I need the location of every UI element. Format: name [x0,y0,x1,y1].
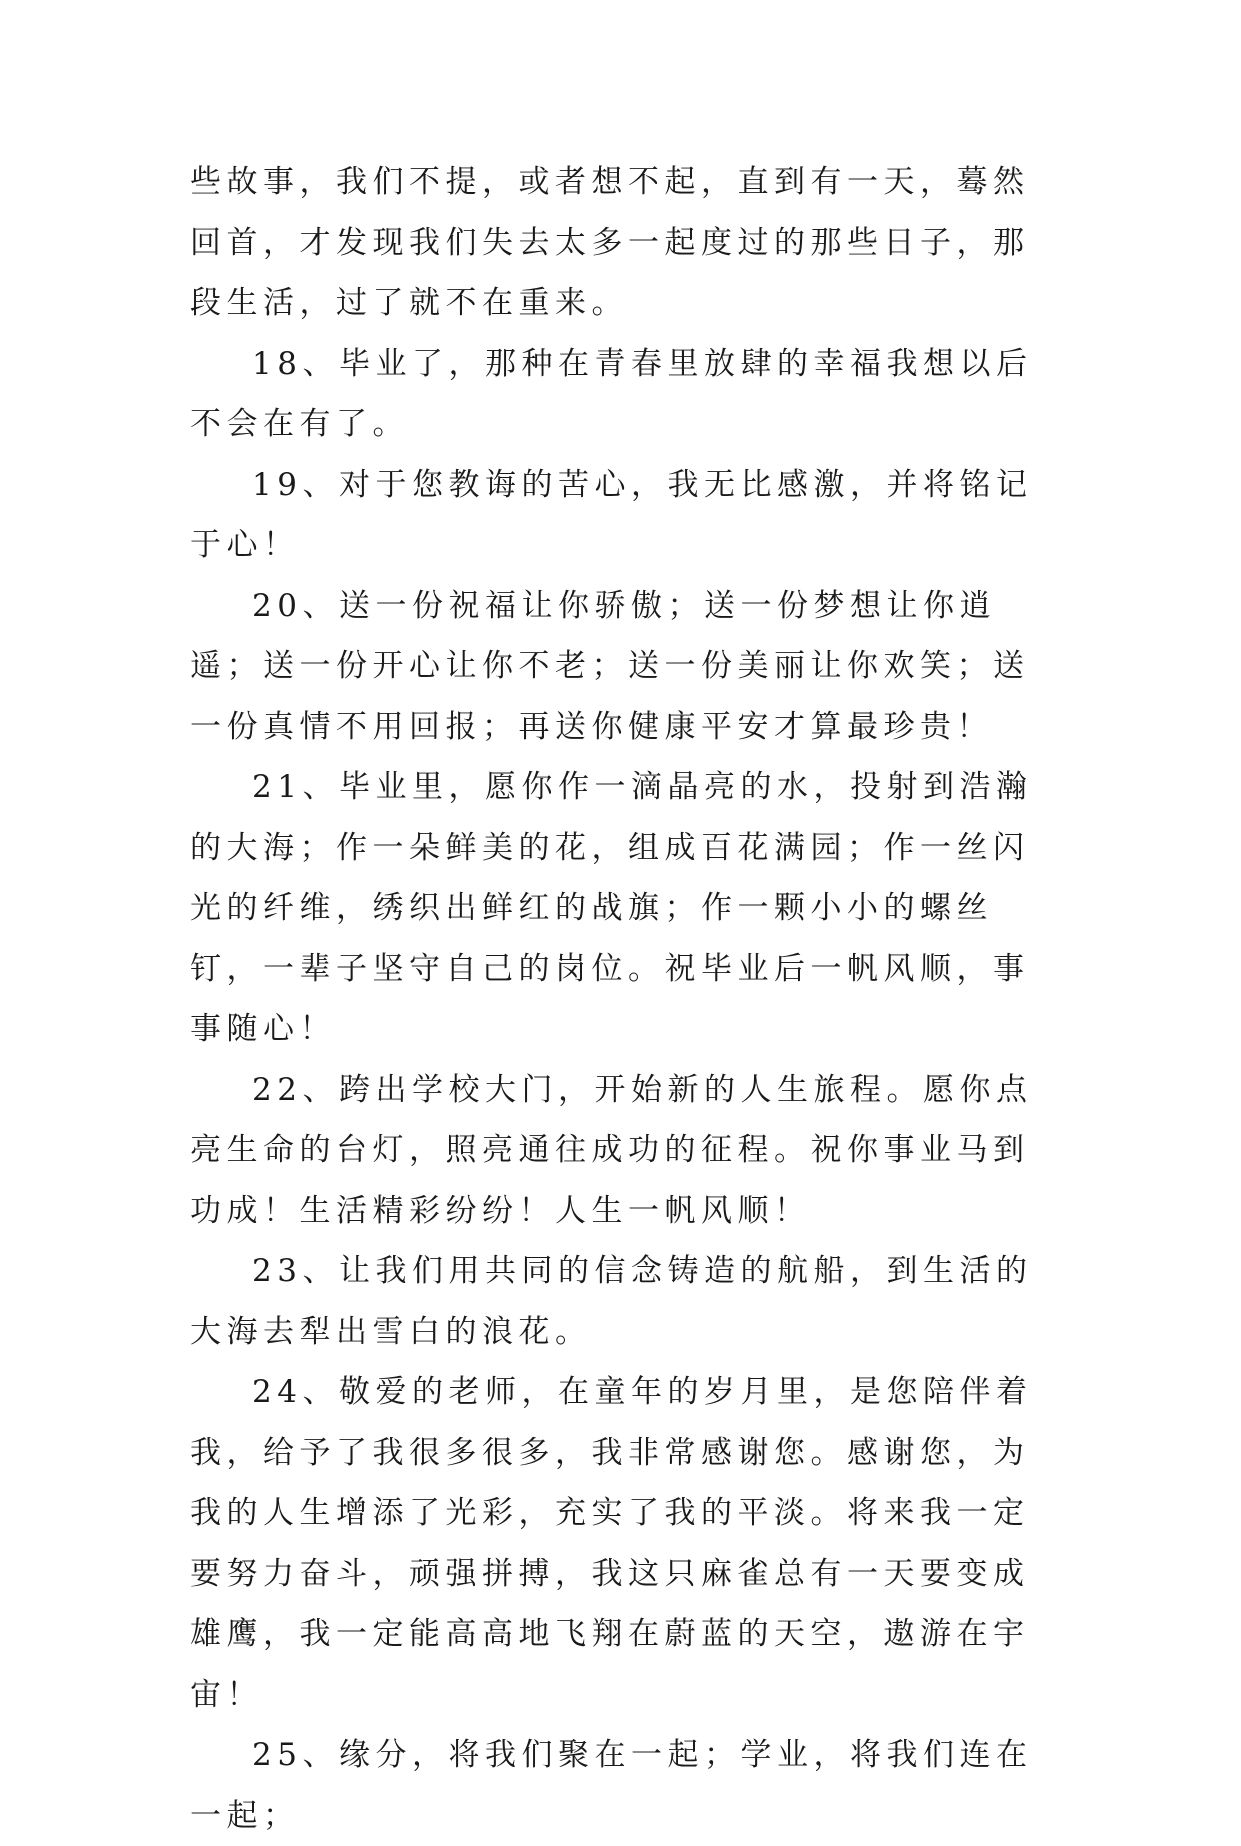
paragraph: 25、缘分，将我们聚在一起；学业，将我们连在一起； [190,1737,1033,1834]
paragraph: 22、跨出学校大门，开始新的人生旅程。愿你点亮生命的台灯，照亮通往成功的征程。祝你事业马到功成！生活精彩纷纷！人生一帆风顺！ [190,1071,1033,1229]
paragraph: 些故事，我们不提，或者想不起，直到有一天，蓦然回首，才发现我们失去太多一起度过的那些日子，那段生活，过了就不在重来。 [190,164,1030,321]
paragraph: 18、毕业了，那种在青春里放肆的幸福我想以后不会在有了。 [190,345,1033,442]
paragraph: 23、让我们用共同的信念铸造的航船，到生活的大海去犁出雪白的浪花。 [190,1253,1033,1350]
paragraph: 20、送一份祝福让你骄傲；送一份梦想让你逍遥；送一份开心让你不老；送一份美丽让你欢笑；送一份真情不用回报；再送你健康平安才算最珍贵！ [190,587,1030,745]
paragraph: 24、敬爱的老师，在童年的岁月里，是您陪伴着我，给予了我很多很多，我非常感谢您。感谢您，为我的人生增添了光彩，充实了我的平淡。将来我一定要努力奋斗，顽强拼搏，我这只麻雀总有一天要变成雄鹰，我一定能高高地飞翔在蔚蓝的天空，遨游在宇宙！ [190,1374,1033,1713]
paragraph: 19、对于您教诲的苦心，我无比感激，并将铭记于心！ [190,466,1033,563]
paragraph: 21、毕业里，愿你作一滴晶亮的水，投射到浩瀚的大海；作一朵鲜美的花，组成百花满园；作一丝闪光的纤维，绣织出鲜红的战旗；作一颗小小的螺丝钉，一辈子坚守自己的岗位。祝毕业后一帆风顺，事事随心！ [190,769,1033,1047]
document-body [190,152,1050,1846]
